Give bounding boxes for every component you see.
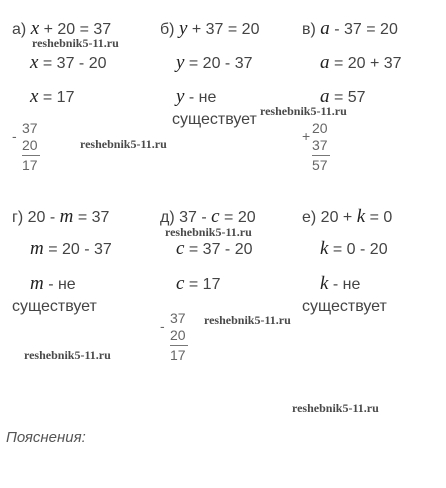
eq-g-line: г) 20 - m = 37 [12, 206, 110, 227]
eq-b-line: б) y + 37 = 20 [160, 18, 260, 39]
check-1-line [22, 155, 40, 156]
eq-b-step3: существует [172, 111, 257, 128]
explanations-heading: Пояснения: [6, 429, 86, 446]
eq-e-step3: существует [302, 298, 387, 315]
eq-b-step2: y - не [176, 86, 217, 107]
watermark-1: reshebnik5-11.ru [32, 36, 119, 50]
check-3-line [170, 345, 188, 346]
watermark-5: reshebnik5-11.ru [204, 313, 291, 327]
watermark-6: reshebnik5-11.ru [24, 348, 111, 362]
watermark-3: reshebnik5-11.ru [80, 137, 167, 151]
eq-e-step1: k = 0 - 20 [320, 238, 388, 259]
eq-a-var: x [30, 18, 40, 39]
watermark-4: reshebnik5-11.ru [165, 225, 252, 239]
eq-v-step1: a = 20 + 37 [320, 52, 402, 73]
eq-g-step3: существует [12, 298, 97, 315]
eq-a-label: а) [12, 21, 27, 38]
eq-a-rhs: + 20 = 37 [43, 21, 112, 38]
eq-v-step2: a = 57 [320, 86, 366, 107]
check-3: - 37 20 17 [170, 310, 188, 364]
eq-g-step2: m - не [30, 273, 76, 294]
eq-e-step2: k - не [320, 273, 361, 294]
eq-v-line: в) a - 37 = 20 [302, 18, 398, 39]
eq-a-step1: x = 37 - 20 [30, 52, 107, 73]
watermark-7: reshebnik5-11.ru [292, 401, 379, 415]
check-1: - 37 20 17 [22, 120, 40, 174]
eq-a-step2: x = 17 [30, 86, 75, 107]
eq-g-step1: m = 20 - 37 [30, 238, 112, 259]
eq-e-line: е) 20 + k = 0 [302, 206, 393, 227]
eq-d-line: д) 37 - c = 20 [160, 206, 256, 227]
check-2: + 20 37 57 [312, 120, 330, 174]
check-2-line [312, 155, 330, 156]
eq-b-step1: y = 20 - 37 [176, 52, 253, 73]
watermark-2: reshebnik5-11.ru [260, 104, 347, 118]
eq-d-step2: c = 17 [176, 273, 221, 294]
eq-d-step1: c = 37 - 20 [176, 238, 253, 259]
